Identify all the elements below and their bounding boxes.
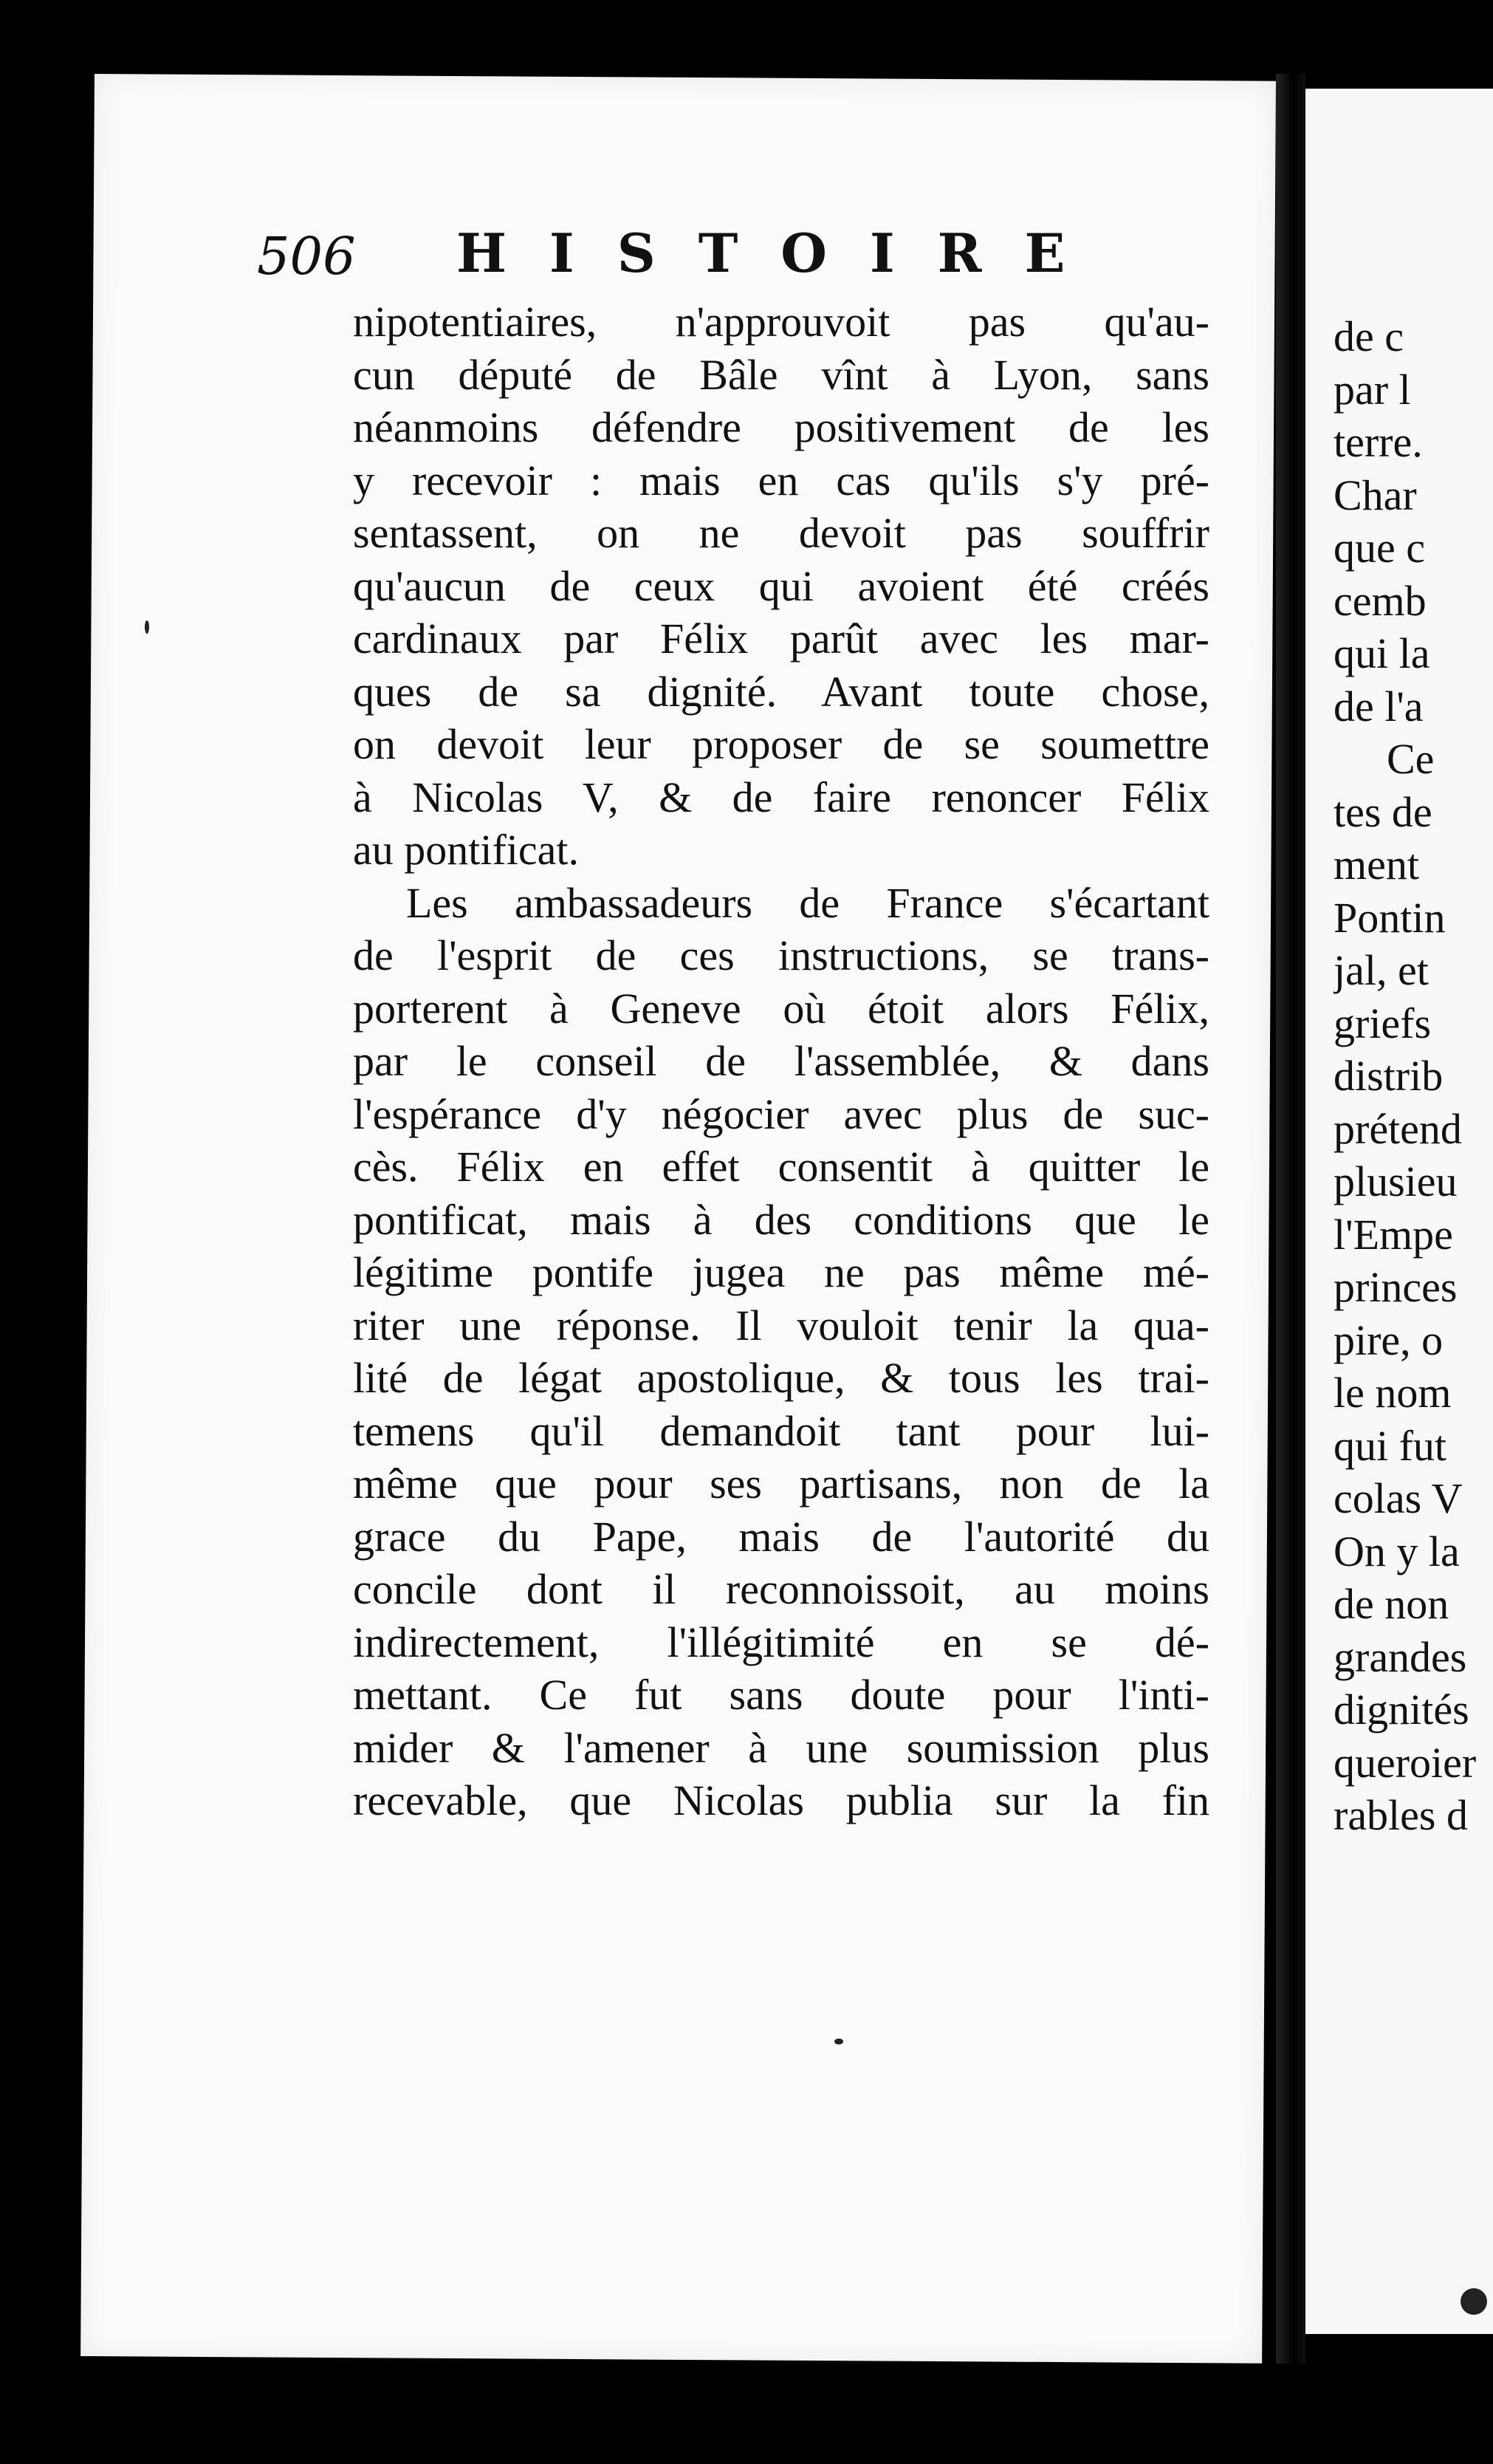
right-text-line: terre. xyxy=(1334,418,1423,466)
text-line: porterent à Geneve où étoit alors Félix, xyxy=(353,984,1209,1033)
right-text-line: le nom xyxy=(1334,1369,1452,1417)
right-text-line: Pontin xyxy=(1334,893,1446,942)
right-text-line: tes de xyxy=(1334,787,1432,836)
text-line: par le conseil de l'assemblée, & dans xyxy=(353,1037,1209,1085)
text-line: y recevoir : mais en cas qu'ils s'y pré- xyxy=(353,456,1209,504)
right-text-line: grandes xyxy=(1334,1632,1467,1681)
right-text-line: dignités xyxy=(1334,1686,1469,1734)
book-gutter xyxy=(1276,74,1305,2364)
right-text-line: On y la xyxy=(1334,1527,1460,1575)
text-line: indirectement, l'illégitimité en se dé- xyxy=(353,1618,1209,1666)
text-line: de l'esprit de ces instructions, se trans- xyxy=(353,931,1209,979)
text-line: ques de sa dignité. Avant toute chose, xyxy=(353,667,1209,716)
text-line: sentassent, on ne devoit pas souffrir xyxy=(353,509,1209,557)
right-text-line: Char xyxy=(1334,470,1417,519)
right-text-line: princes xyxy=(1334,1263,1458,1311)
right-text-line: cemb xyxy=(1334,576,1427,625)
right-text-line: de l'a xyxy=(1334,682,1424,730)
text-line: à Nicolas V, & de faire renoncer Félix xyxy=(353,773,1209,821)
right-text-line: qui fut xyxy=(1334,1421,1447,1470)
right-text-line: colas V xyxy=(1334,1474,1463,1522)
text-line: néanmoins défendre positivement de les xyxy=(353,403,1209,451)
text-line: mider & l'amener à une soumission plus xyxy=(353,1723,1209,1772)
right-text-line: distrib xyxy=(1334,1052,1444,1100)
text-line: l'espérance d'y négocier avec plus de suc- xyxy=(353,1089,1209,1138)
right-text-line: qui la xyxy=(1334,629,1430,677)
right-text-line: jal, et xyxy=(1334,946,1429,994)
ink-speck xyxy=(834,2039,843,2044)
text-line: Les ambassadeurs de France s'écartant xyxy=(406,878,1209,927)
text-line: on devoit leur proposer de se soumettre xyxy=(353,720,1209,768)
text-line: concile dont il reconnoissoit, au moins xyxy=(353,1565,1209,1613)
running-header xyxy=(257,222,1202,303)
text-line: cun député de Bâle vînt à Lyon, sans xyxy=(353,350,1209,399)
text-line: cardinaux par Félix parût avec les mar- xyxy=(353,615,1209,663)
text-line: légitime pontife jugea ne pas même mé- xyxy=(353,1248,1209,1296)
right-text-line: de non xyxy=(1334,1580,1449,1628)
right-text-line: queroier xyxy=(1334,1738,1477,1787)
right-text-line: que c xyxy=(1334,524,1425,572)
text-line: qu'aucun de ceux qui avoient été créés xyxy=(353,561,1209,610)
page-number: 506 xyxy=(257,226,356,287)
right-text-line: rables d xyxy=(1334,1791,1468,1839)
right-text-line: ment xyxy=(1334,841,1419,889)
right-text-line: griefs xyxy=(1334,999,1432,1047)
right-text-line: de c xyxy=(1334,312,1404,360)
right-text-line: l'Empe xyxy=(1334,1210,1453,1259)
running-title: HISTOIRE xyxy=(456,222,1108,284)
body-text xyxy=(353,295,1209,1827)
right-text-line: par l xyxy=(1334,365,1411,414)
right-text-line: pire, o xyxy=(1334,1315,1444,1364)
text-line: pontificat, mais à des conditions que le xyxy=(353,1195,1209,1244)
right-page-text xyxy=(1334,310,1489,1842)
text-line: même que pour ses partisans, non de la xyxy=(353,1459,1209,1508)
right-text-line: Ce xyxy=(1387,735,1435,783)
text-line: lité de légat apostolique, & tous les trai- xyxy=(353,1354,1209,1402)
ink-speck xyxy=(145,620,149,634)
text-line: grace du Pape, mais de l'autorité du xyxy=(353,1512,1209,1561)
text-line: temens qu'il demandoit tant pour lui- xyxy=(353,1406,1209,1455)
text-line: riter une réponse. Il vouloit tenir la qua- xyxy=(353,1301,1209,1349)
right-text-line: prétend xyxy=(1334,1104,1462,1153)
text-line: cès. Félix en effet consentit à quitter le xyxy=(353,1143,1209,1191)
text-line: au pontificat. xyxy=(353,826,580,874)
text-line: mettant. Ce fut sans doute pour l'inti- xyxy=(353,1671,1209,1719)
text-line: nipotentiaires, n'approuvoit pas qu'au- xyxy=(353,298,1209,346)
text-line: recevable, que Nicolas publia sur la fin xyxy=(353,1776,1209,1824)
right-text-line: plusieu xyxy=(1334,1157,1458,1205)
ink-speck xyxy=(1461,2288,1487,2315)
